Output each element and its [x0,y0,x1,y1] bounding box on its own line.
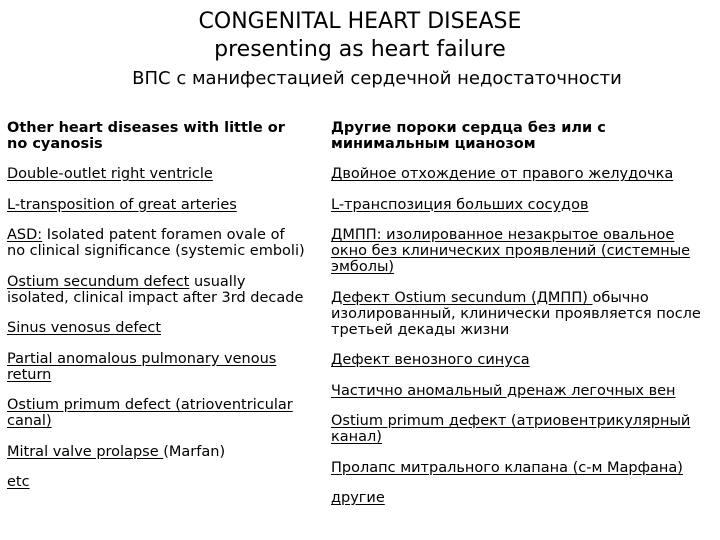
list-item [331,383,711,399]
item-underlined: Дефект венозного синуса [331,352,530,368]
list-item [331,197,711,213]
list-item [7,320,307,336]
list-item [331,290,711,338]
item-text: usually isolated, clinical impact after 3rd decade [7,273,304,306]
left-column-heading: Other heart diseases with little or no cyanosis [7,120,285,152]
list-item [7,197,307,213]
list-item [7,444,307,460]
list-item [331,490,711,506]
item-underlined: L-transposition of great arteries [7,196,237,213]
title-line-1: CONGENITAL HEART DISEASE [198,9,522,34]
right-column-russian [331,120,711,521]
item-underlined: другие [331,490,385,506]
item-underlined: Partial anomalous pulmonary venous return [7,350,277,383]
item-underlined: Ostium primum defect (atrioventricular canal) [7,397,293,429]
item-underlined: Двойное отхождение от правого желудочка [331,166,674,182]
title-line-2: presenting as heart failure [214,37,506,62]
list-item [7,397,307,429]
list-item [331,227,711,275]
item-underlined: ДМПП: изолированное незакрытое овальное окно без клинических проявлений (системные эмболы) [331,227,691,275]
right-column-heading: Другие пороки сердца без или с минимальным цианозом [331,120,606,152]
item-underlined: Mitral valve prolapse [7,443,164,460]
item-text: (Marfan) [163,443,226,460]
list-item [331,352,711,368]
list-item [331,460,711,476]
item-underlined: Double-outlet right ventricle [7,166,213,182]
list-item [331,413,711,445]
slide-title [0,8,720,91]
item-underlined: Частично аномальный дренаж легочных вен [331,382,676,399]
list-item [7,351,307,383]
item-text: обычно изолированный, клинически проявляется после третьей декады жизни [331,289,701,338]
item-text: Isolated patent foramen ovale of no clinical significance (systemic emboli) [7,227,305,259]
item-underlined: L-транспозиция больших сосудов [331,196,589,213]
item-underlined: Ostium primum дефект (атриовентрикулярный канал) [331,413,691,445]
list-item [7,474,307,490]
list-item [7,274,307,306]
list-item [7,227,307,259]
item-underlined: ASD: [7,227,43,243]
left-column-english [7,120,307,505]
item-underlined: Дефект Ostium secundum (ДМПП) [331,289,593,306]
list-item [7,166,307,182]
item-underlined: etc [7,474,30,490]
subtitle-russian: ВПС с манифестацией сердечной недостаточности [132,68,622,89]
list-item [331,166,711,182]
item-underlined: Пролапс митрального клапана (с-м Марфана) [331,459,683,476]
item-underlined: Sinus venosus defect [7,320,162,336]
item-underlined: Ostium secundum defect [7,273,190,290]
